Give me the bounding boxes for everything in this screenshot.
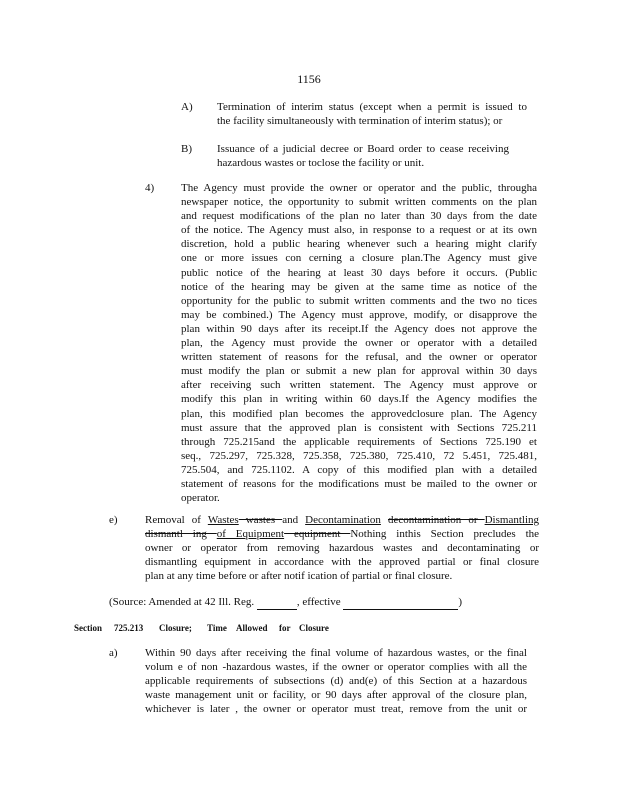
text-line: written statement of reasons for the refusal, and the owner or operator [181,351,537,364]
text-line: of the notice. The Agency must also, in response to a request or at its own [181,224,537,237]
text-run: Nothing inthis Section precludes the [350,528,540,541]
text-run: Removal of [145,514,208,526]
text-line: modify this plan in writing within 60 days.If the Agency modifies the [181,393,537,406]
text-line: plan, this modified plan becomes the approvedclosure plan. The Agency [181,407,537,420]
source-mid: , effective [296,596,341,608]
text-line: must modify the plan or submit a new plan for approval within 30 days [181,365,537,378]
item-a-upper [181,100,531,130]
item-a-lower [109,646,549,718]
text-line: plan within 90 days after its receipt.If the Agency does not approve the [181,322,537,335]
inserted-text: of Equipment [216,528,285,541]
item-label: 4) [145,182,155,194]
text-line: whichever is later , the owner or operator must treat, remove from the unit or [145,703,527,716]
text-line: after receiving such written statement. The Agency must approve or [181,379,537,392]
text-line: Termination of interim status (except when a permit is issued to [217,101,527,113]
text-line: The Agency must provide the owner or operator and the public, througha [181,182,537,194]
deleted-text: wastes [238,514,283,526]
item-b-upper [181,142,531,172]
amended-line [145,527,539,541]
inserted-text: Decontamination [305,514,381,526]
text-line: volum e of non -hazardous wastes, if the owner or operator complies with all the [145,661,527,674]
text-line: may be combined.) The Agency must approve, modify, or disapprove the [181,308,537,321]
section-title-word: Allowed [236,623,268,633]
text-line: dismantling equipment in accordance with the approved partial or final closure [145,556,539,569]
item-label: B) [181,143,192,155]
source-line [109,595,549,610]
item-4 [145,181,545,511]
text-line: statement of reasons for the modifications must be mailed to the owner or [181,477,537,490]
text-line: 725.504, and 725.1102. A copy of this modified plan with a detailed [181,463,537,476]
text-line: must assure that the approved plan is consistent with Sections 725.211 [181,421,537,434]
page-number: 1156 [297,72,321,86]
text-line: owner or operator from removing hazardous wastes and decontaminating or [145,542,539,555]
text-line: plan at any time before or after notif ication of partial or final closure. [145,570,453,583]
text-line: opportunity for the public to submit written comments and the two no tices [181,294,537,307]
text-line: waste management unit or facility, or 90 days after approval of the closure plan, [145,689,527,702]
text-line: notice of the hearing may be given at the same time as notice of the [181,280,537,293]
amended-line [145,513,539,527]
text-line: the facility simultaneously with termination of interim status); or [217,115,503,128]
source-prefix: (Source: Amended at 42 Ill. Reg. [109,596,255,608]
deleted-text: dismantl ing [145,528,217,541]
text-line: one or more issues con cerning a closure plan.The Agency must give [181,252,537,265]
inserted-text: Dismantling [484,514,539,526]
text-line: through 725.215and the applicable requirements of Sections 725.190 et [181,435,537,448]
text-line: operator. [181,492,220,505]
source-suffix: ) [458,596,463,608]
text-line: hazardous wastes or toclose the facility or unit. [217,157,425,170]
section-title-word: Time [207,623,227,633]
deleted-text: decontamination or [387,514,485,526]
item-label: a) [109,647,118,659]
text-line: public notice of the hearing at least 30 days before it occurs. (Public [181,266,537,279]
section-number: 725.213 [114,623,144,633]
section-word: Section [74,623,102,633]
text-line: discretion, hold a public hearing whenever such a hearing might clarify [181,238,537,251]
item-label: e) [109,514,118,526]
text-run: and [282,514,306,526]
item-e [109,513,549,585]
register-number-blank [257,595,297,610]
inserted-text: Wastes [207,514,239,526]
section-title-word: for [279,623,291,633]
deleted-text: equipment [284,528,351,541]
text-line: newspaper notice, the opportunity to submit written comments on the plan [181,196,537,209]
text-line: applicable requirements of subsections (d) and(e) of this Section at a hazardous [145,675,527,688]
text-line: Within 90 days after receiving the final volume of hazardous wastes, or the final [145,647,527,659]
effective-date-blank [343,595,458,610]
source-note [109,595,549,611]
text-line: Issuance of a judicial decree or Board order to cease receiving [217,143,509,155]
text-line: seq., 725.297, 725.328, 725.358, 725.380, 725.410, 72 5.451, 725.481, [181,449,537,462]
text-line: and request modifications of the plan no later than 30 days from the date [181,210,537,223]
section-title-word: Closure; [159,623,192,633]
text-line: plan, the Agency must provide the owner or operator with a detailed [181,337,537,350]
section-title-word: Closure [299,623,329,633]
item-label: A) [181,101,193,113]
